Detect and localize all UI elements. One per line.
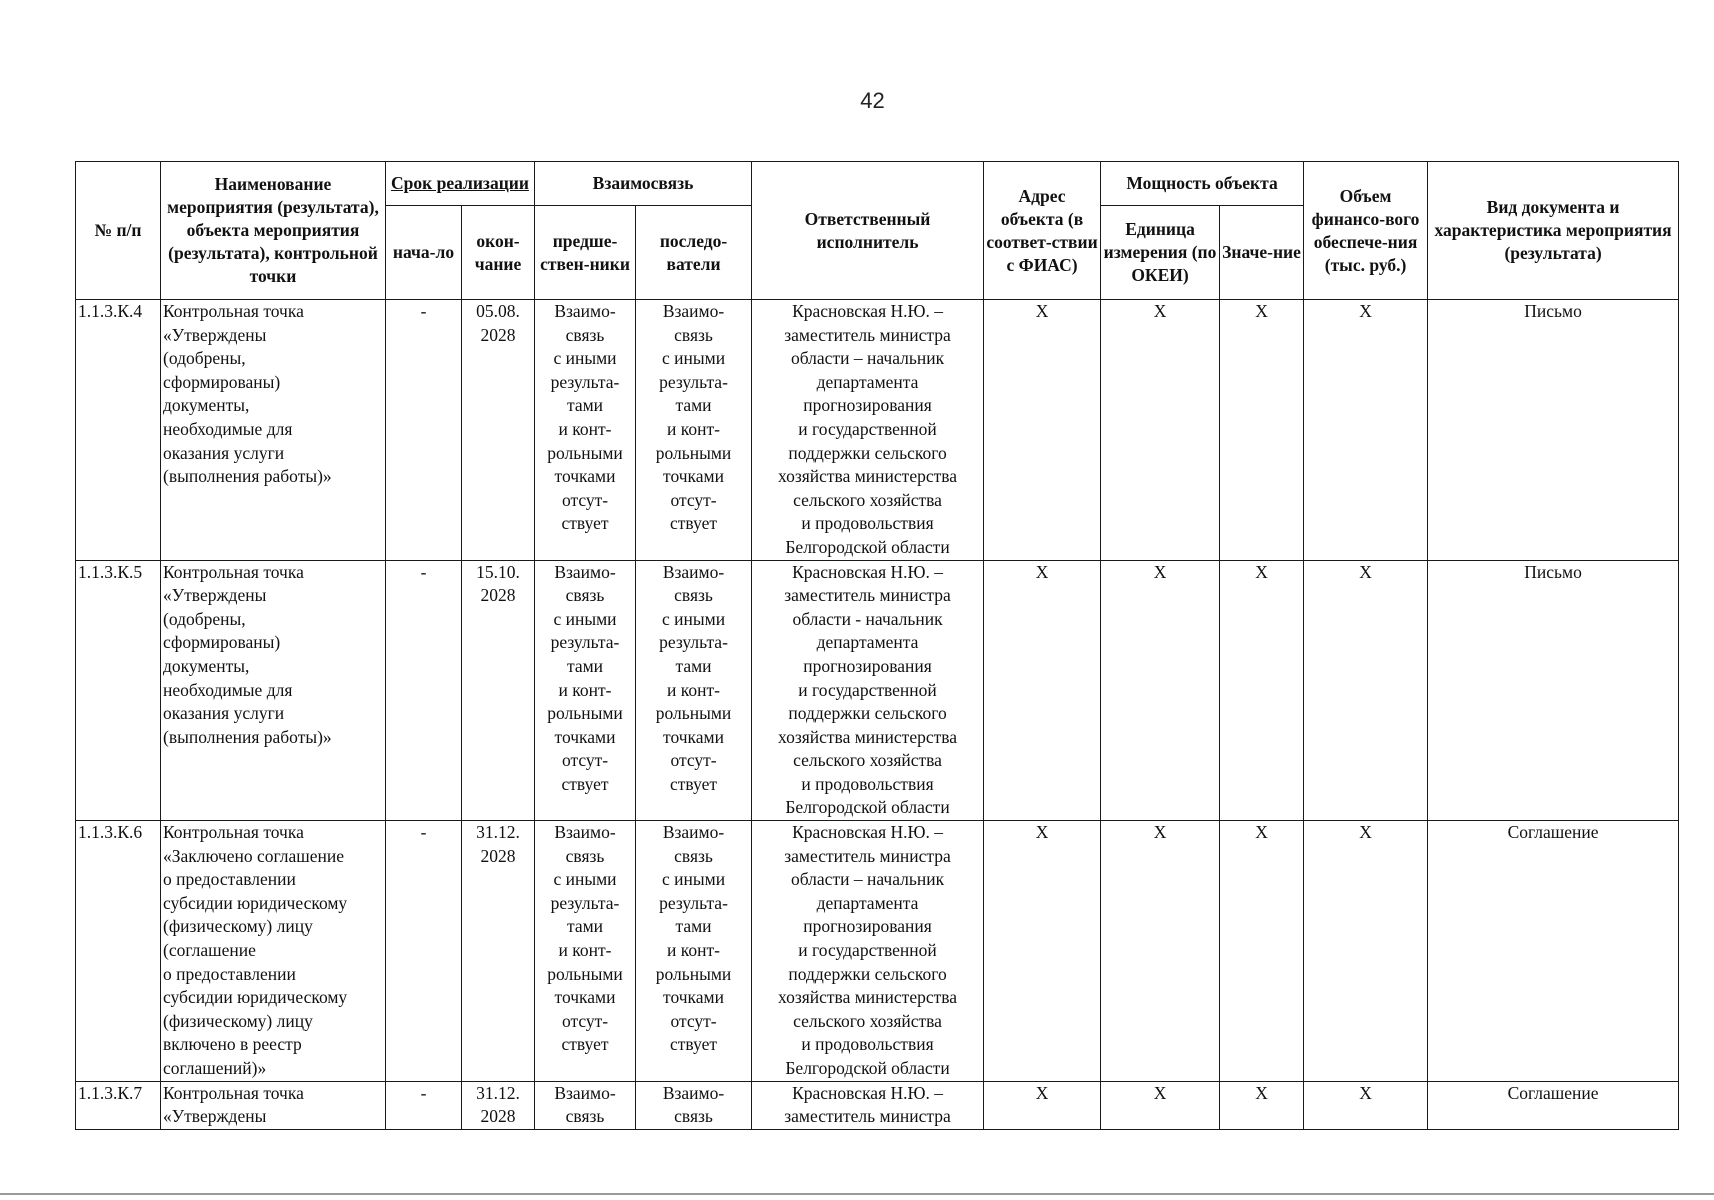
- cell-line: и конт-: [558, 940, 612, 961]
- cell-line: и конт-: [558, 418, 612, 439]
- cell-line: Белгородской области: [785, 536, 950, 557]
- cell-line: с иными: [661, 869, 726, 890]
- row-end: [462, 560, 535, 821]
- cell-line: области – начальник: [790, 348, 945, 369]
- cell-line: ствует: [670, 773, 718, 794]
- cell-line: Красновская Н.Ю. –: [792, 561, 943, 582]
- cell-line: рольными: [547, 442, 623, 463]
- row-address: X: [984, 1081, 1101, 1129]
- cell-line: Взаимо-: [662, 822, 725, 843]
- header-capacity: Мощность объекта: [1101, 162, 1304, 206]
- row-name: [161, 1081, 386, 1129]
- cell-line: ствует: [561, 513, 609, 534]
- cell-line: департамента: [816, 632, 919, 653]
- cell-line: результа-: [550, 632, 620, 653]
- row-address: X: [984, 300, 1101, 561]
- cell-line: с иными: [661, 348, 726, 369]
- cell-line: ствует: [561, 1034, 609, 1055]
- row-responsible: [752, 560, 984, 821]
- header-cap-value: Значе-ние: [1220, 206, 1304, 300]
- cell-line: ствует: [670, 513, 718, 534]
- cell-line: прогнозирования: [803, 916, 932, 937]
- row-code: 1.1.3.К.7: [76, 1081, 161, 1129]
- cell-line: (одобрены,: [163, 608, 246, 629]
- cell-line: связь: [565, 845, 605, 866]
- cell-line: рольными: [547, 963, 623, 984]
- row-unit: X: [1101, 821, 1220, 1082]
- cell-line: заместитель министра: [784, 1106, 951, 1127]
- cell-line: поддержки сельского: [788, 703, 947, 724]
- cell-line: 2028: [480, 845, 516, 866]
- cell-line: точками: [554, 466, 616, 487]
- cell-line: и продовольствия: [801, 1034, 934, 1055]
- cell-line: хозяйства министерства: [777, 726, 958, 747]
- cell-line: департамента: [816, 892, 919, 913]
- cell-line: и продовольствия: [801, 773, 934, 794]
- cell-line: о предоставлении: [163, 869, 296, 890]
- cell-line: поддержки сельского: [788, 963, 947, 984]
- cell-line: точками: [554, 987, 616, 1008]
- cell-line: связь: [565, 1106, 605, 1127]
- cell-line: отсут-: [561, 750, 609, 771]
- table-row: [76, 300, 1679, 561]
- cell-line: с иными: [661, 608, 726, 629]
- row-successors: [636, 821, 752, 1082]
- row-responsible: [752, 1081, 984, 1129]
- row-value: X: [1220, 1081, 1304, 1129]
- row-doc-type: Письмо: [1428, 560, 1679, 821]
- header-relation: Взаимосвязь: [535, 162, 752, 206]
- cell-line: результа-: [659, 632, 728, 653]
- cell-line: сельского хозяйства: [793, 1010, 942, 1031]
- cell-line: и государственной: [798, 418, 937, 439]
- cell-line: связь: [565, 324, 605, 345]
- cell-line: отсут-: [670, 1010, 717, 1031]
- cell-line: рольными: [655, 703, 732, 724]
- cell-line: связь: [565, 585, 605, 606]
- row-successors: [636, 300, 752, 561]
- cell-line: и государственной: [798, 940, 937, 961]
- cell-line: связь: [674, 324, 713, 345]
- cell-line: Взаимо-: [662, 561, 725, 582]
- cell-line: точками: [663, 987, 724, 1008]
- cell-line: результа-: [659, 371, 728, 392]
- cell-line: (физическому) лицу: [163, 1010, 313, 1031]
- row-start: -: [386, 300, 462, 561]
- cell-line: результа-: [550, 892, 620, 913]
- cell-line: тами: [566, 655, 604, 676]
- cell-line: Контрольная точка: [163, 301, 304, 321]
- action-plan-table: [75, 161, 1679, 1130]
- header-address: Адрес объекта (в соответ-ствии с ФИАС): [984, 162, 1101, 300]
- row-finance: X: [1304, 1081, 1428, 1129]
- row-successors: [636, 560, 752, 821]
- table-body: [76, 300, 1679, 1130]
- row-name: [161, 300, 386, 561]
- header-num: № п/п: [76, 162, 161, 300]
- cell-line: (выполнения работы)»: [163, 466, 332, 487]
- row-predecessors: [535, 300, 636, 561]
- cell-line: Белгородской области: [785, 797, 950, 818]
- cell-line: рольными: [655, 442, 732, 463]
- cell-line: и продовольствия: [801, 513, 934, 534]
- row-code: 1.1.3.К.6: [76, 821, 161, 1082]
- cell-line: и конт-: [667, 418, 720, 439]
- cell-line: тами: [675, 395, 712, 416]
- cell-line: 31.12.: [476, 822, 520, 843]
- row-start: -: [386, 821, 462, 1082]
- cell-line: тами: [675, 655, 712, 676]
- row-doc-type: Соглашение: [1428, 1081, 1679, 1129]
- cell-line: Красновская Н.Ю. –: [792, 822, 943, 843]
- cell-line: Взаимо-: [662, 301, 725, 321]
- cell-line: отсут-: [561, 1010, 609, 1031]
- cell-line: отсут-: [670, 750, 717, 771]
- cell-line: связь: [674, 585, 713, 606]
- row-finance: X: [1304, 560, 1428, 821]
- row-doc-type: Соглашение: [1428, 821, 1679, 1082]
- row-unit: X: [1101, 1081, 1220, 1129]
- cell-line: сельского хозяйства: [793, 489, 942, 510]
- header-term-start: нача-ло: [386, 206, 462, 300]
- cell-line: «Утверждены: [163, 1106, 267, 1127]
- cell-line: точками: [663, 466, 724, 487]
- row-predecessors: [535, 560, 636, 821]
- cell-line: 2028: [480, 1106, 516, 1127]
- header-name: Наименование мероприятия (результата), объекта мероприятия (результата), контрольной точки: [161, 162, 386, 300]
- cell-line: Красновская Н.Ю. –: [792, 301, 943, 321]
- cell-line: необходимые для: [163, 418, 293, 439]
- page-number: 42: [860, 88, 885, 113]
- cell-line: документы,: [163, 395, 250, 416]
- row-address: X: [984, 560, 1101, 821]
- cell-line: отсут-: [670, 489, 717, 510]
- cell-line: (физическому) лицу: [163, 916, 313, 937]
- cell-line: с иными: [553, 869, 617, 890]
- cell-line: поддержки сельского: [788, 442, 947, 463]
- cell-line: (соглашение: [163, 940, 256, 961]
- row-predecessors: [535, 1081, 636, 1129]
- cell-line: Взаимо-: [554, 301, 616, 321]
- cell-line: 05.08.: [476, 301, 520, 321]
- cell-line: субсидии юридическому: [163, 987, 348, 1008]
- header-cap-unit: Единица измерения (по ОКЕИ): [1101, 206, 1220, 300]
- cell-line: с иными: [553, 348, 617, 369]
- cell-line: соглашений)»: [163, 1058, 267, 1078]
- table-row: [76, 821, 1679, 1082]
- header-rel-pred: предше-ствен-ники: [535, 206, 636, 300]
- row-value: X: [1220, 300, 1304, 561]
- cell-line: результа-: [659, 892, 728, 913]
- cell-line: отсут-: [561, 489, 609, 510]
- row-unit: X: [1101, 300, 1220, 561]
- header-responsible: Ответственный исполнитель: [752, 162, 984, 300]
- table-row: [76, 1081, 1679, 1129]
- cell-line: 2028: [480, 585, 516, 606]
- row-end: [462, 300, 535, 561]
- cell-line: тами: [566, 395, 604, 416]
- cell-line: области - начальник: [792, 608, 943, 629]
- cell-line: «Утверждены: [163, 585, 267, 606]
- row-end: [462, 821, 535, 1082]
- row-responsible: [752, 821, 984, 1082]
- cell-line: (выполнения работы)»: [163, 726, 332, 747]
- cell-line: Взаимо-: [662, 1082, 725, 1103]
- cell-line: 2028: [480, 324, 516, 345]
- cell-line: заместитель министра: [784, 585, 951, 606]
- cell-line: рольными: [655, 963, 732, 984]
- cell-line: связь: [674, 845, 713, 866]
- cell-line: прогнозирования: [803, 655, 932, 676]
- cell-line: Белгородской области: [785, 1058, 950, 1078]
- cell-line: необходимые для: [163, 679, 293, 700]
- cell-line: хозяйства министерства: [777, 987, 958, 1008]
- cell-line: Взаимо-: [554, 1082, 616, 1103]
- cell-line: заместитель министра: [784, 324, 951, 345]
- cell-line: связь: [674, 1106, 713, 1127]
- cell-line: сформированы): [163, 371, 281, 392]
- cell-line: Красновская Н.Ю. –: [792, 1082, 943, 1103]
- cell-line: точками: [663, 726, 724, 747]
- cell-line: оказания услуги: [163, 703, 285, 724]
- row-doc-type: Письмо: [1428, 300, 1679, 561]
- row-unit: X: [1101, 560, 1220, 821]
- cell-line: Взаимо-: [554, 822, 616, 843]
- cell-line: оказания услуги: [163, 442, 285, 463]
- cell-line: с иными: [553, 608, 617, 629]
- cell-line: области – начальник: [790, 869, 945, 890]
- scan-edge-line: [0, 1193, 1714, 1195]
- row-responsible: [752, 300, 984, 561]
- cell-line: тами: [675, 916, 712, 937]
- cell-line: и конт-: [558, 679, 612, 700]
- cell-line: 15.10.: [476, 561, 520, 582]
- row-start: -: [386, 1081, 462, 1129]
- cell-line: точками: [554, 726, 616, 747]
- cell-line: «Заключено соглашение: [163, 845, 345, 866]
- cell-line: и государственной: [798, 679, 937, 700]
- cell-line: Контрольная точка: [163, 561, 304, 582]
- header-term: Срок реализации: [386, 162, 535, 206]
- cell-line: субсидии юридическому: [163, 892, 348, 913]
- row-predecessors: [535, 821, 636, 1082]
- cell-line: прогнозирования: [803, 395, 932, 416]
- row-name: [161, 560, 386, 821]
- cell-line: тами: [566, 916, 604, 937]
- cell-line: документы,: [163, 655, 250, 676]
- row-value: X: [1220, 821, 1304, 1082]
- cell-line: о предоставлении: [163, 963, 296, 984]
- cell-line: и конт-: [667, 940, 720, 961]
- cell-line: включено в реестр: [163, 1034, 302, 1055]
- row-start: -: [386, 560, 462, 821]
- cell-line: хозяйства министерства: [777, 466, 958, 487]
- cell-line: (одобрены,: [163, 348, 246, 369]
- cell-line: сформированы): [163, 632, 281, 653]
- header-doc-type: Вид документа и характеристика мероприятия (результата): [1428, 162, 1679, 300]
- cell-line: результа-: [550, 371, 620, 392]
- cell-line: Контрольная точка: [163, 1082, 304, 1103]
- cell-line: сельского хозяйства: [793, 750, 942, 771]
- cell-line: департамента: [816, 371, 919, 392]
- row-end: [462, 1081, 535, 1129]
- row-code: 1.1.3.К.5: [76, 560, 161, 821]
- cell-line: ствует: [561, 773, 609, 794]
- header-rel-succ: последо-ватели: [636, 206, 752, 300]
- row-name: [161, 821, 386, 1082]
- table-header: [76, 162, 1679, 300]
- cell-line: заместитель министра: [784, 845, 951, 866]
- row-code: 1.1.3.К.4: [76, 300, 161, 561]
- row-finance: X: [1304, 821, 1428, 1082]
- cell-line: и конт-: [667, 679, 720, 700]
- row-finance: X: [1304, 300, 1428, 561]
- cell-line: рольными: [547, 703, 623, 724]
- table-row: [76, 560, 1679, 821]
- header-term-end: окон-чание: [462, 206, 535, 300]
- row-successors: [636, 1081, 752, 1129]
- cell-line: Контрольная точка: [163, 822, 304, 843]
- cell-line: ствует: [670, 1034, 718, 1055]
- row-value: X: [1220, 560, 1304, 821]
- row-address: X: [984, 821, 1101, 1082]
- cell-line: 31.12.: [476, 1082, 520, 1103]
- cell-line: Взаимо-: [554, 561, 616, 582]
- header-finance: Объем финансо-вого обеспече-ния (тыс. руб.): [1304, 162, 1428, 300]
- cell-line: «Утверждены: [163, 324, 267, 345]
